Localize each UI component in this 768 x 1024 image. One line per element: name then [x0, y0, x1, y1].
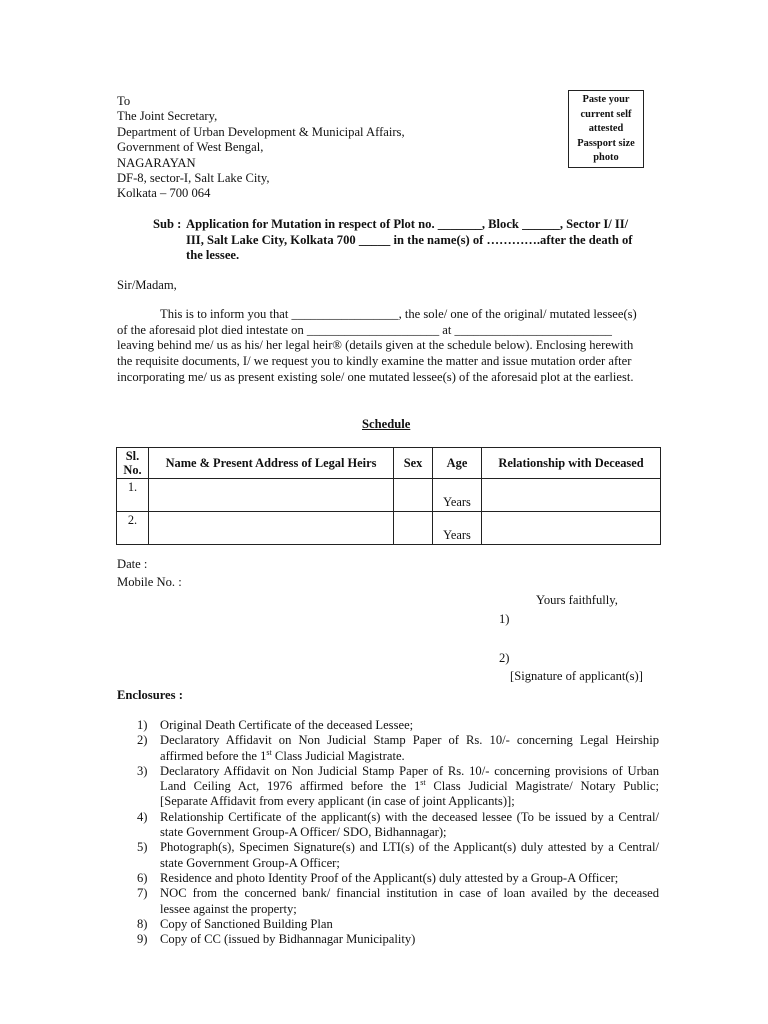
enclosure-line: Copy of Sanctioned Building Plan — [160, 916, 333, 931]
enclosure-text — [160, 733, 659, 764]
cell-relationship[interactable] — [482, 512, 661, 545]
recipient-address — [117, 94, 405, 202]
enclosure-line: state Government Group-A Officer/ SDO, Bidhannagar); — [160, 825, 447, 840]
body-line: the requisite documents, I/ we request you to kindly examine the matter and issue mutation order after — [117, 354, 632, 369]
list-item — [137, 718, 659, 733]
enclosure-number: 1) — [137, 718, 148, 732]
enclosure-line: Declaratory Affidavit on Non Judicial Stamp Paper of Rs. 10/- concerning provisions of Urban — [160, 763, 659, 778]
address-line: NAGARAYAN — [117, 155, 196, 170]
enclosure-line: [Separate Affidavit from every applicant (in case of joint Applicants)]; — [160, 794, 515, 809]
enclosure-number: 6) — [137, 870, 148, 885]
subject-line: the lessee. — [186, 248, 240, 262]
list-item — [137, 810, 659, 841]
cell-relationship[interactable] — [482, 479, 661, 512]
enclosure-line: Copy of CC (issued by Bidhannagar Municipality) — [160, 932, 416, 947]
enclosure-text — [160, 871, 659, 886]
signature-1-label: 1) — [499, 612, 510, 626]
list-item — [137, 733, 659, 764]
address-line: The Joint Secretary, — [117, 109, 218, 124]
enclosure-number: 3) — [137, 763, 148, 778]
enclosure-text — [160, 917, 659, 932]
cell-sl-no: 1. — [117, 479, 149, 512]
header-name-address: Name & Present Address of Legal Heirs — [149, 448, 394, 479]
address-line: Department of Urban Development & Municipal Affairs, — [117, 124, 405, 139]
enclosure-line: Declaratory Affidavit on Non Judicial Stamp Paper of Rs. 10/- concerning Legal Heirship — [160, 733, 659, 748]
salutation: Sir/Madam, — [117, 278, 177, 292]
body-line: This is to inform you that _________________, the sole/ one of the original/ mutated lessee(s) — [160, 307, 637, 321]
list-item — [137, 840, 659, 871]
cell-name-address[interactable] — [149, 512, 394, 545]
signature-2-label: 2) — [499, 651, 510, 665]
cell-age[interactable] — [433, 479, 482, 512]
photo-placeholder-box — [568, 90, 644, 168]
age-unit: Years — [443, 528, 471, 542]
body-line: incorporating me/ us as present existing sole/ one mutated lessee(s) of the aforesaid plot at the earliest. — [117, 369, 634, 384]
schedule-title: Schedule — [362, 417, 411, 431]
schedule-table — [116, 447, 661, 545]
enclosure-line: affirmed before the 1st Class Judicial Magistrate. — [160, 747, 405, 763]
enclosure-text — [160, 886, 659, 917]
enclosure-line: lessee against the property; — [160, 901, 297, 916]
subject-line: III, Salt Lake City, Kolkata 700 _____ in the name(s) of ………….after the death of — [186, 232, 633, 247]
list-item — [137, 917, 659, 932]
enclosure-line: Relationship Certificate of the applicant(s) with the deceased lessee (To be issued by a Central/ — [160, 809, 659, 824]
subject-text — [186, 217, 662, 264]
address-line: DF-8, sector-I, Salt Lake City, — [117, 171, 270, 186]
table-row — [117, 512, 661, 545]
table-row — [117, 479, 661, 512]
address-line: Government of West Bengal, — [117, 140, 264, 155]
photo-box-line: Paste your — [582, 94, 630, 105]
cell-sex[interactable] — [394, 512, 433, 545]
enclosure-number: 9) — [137, 932, 148, 947]
enclosure-number: 2) — [137, 733, 148, 748]
body-paragraph — [117, 307, 659, 386]
body-line: leaving behind me/ us as his/ her legal heir® (details given at the schedule below). Enclosing herewith — [117, 338, 634, 353]
list-item — [137, 932, 659, 947]
header-sex: Sex — [394, 448, 433, 479]
list-item — [137, 886, 659, 917]
enclosures-list — [137, 718, 659, 947]
enclosure-text — [160, 718, 659, 733]
address-line: Kolkata – 700 064 — [117, 186, 211, 201]
photo-box-line: Passport size — [577, 137, 635, 149]
enclosure-number: 4) — [137, 809, 148, 824]
enclosure-line: Land Ceiling Act, 1976 affirmed before the 1st Class Judicial Magistrate/ Notary Public; — [160, 778, 659, 794]
age-unit: Years — [443, 495, 471, 509]
enclosure-line: Original Death Certificate of the deceased Lessee; — [160, 718, 414, 732]
address-line: To — [117, 94, 131, 108]
enclosure-line: NOC from the concerned bank/ financial institution in case of loan availed by the deceased — [160, 886, 659, 901]
date-label: Date : — [117, 557, 148, 571]
enclosure-line: state Government Group-A Officer; — [160, 855, 340, 870]
enclosure-line: Photograph(s), Specimen Signature(s) and LTI(s) of the Applicant(s) duly attested by a Central/ — [160, 840, 659, 855]
list-item — [137, 764, 659, 810]
header-sl-no: Sl. No. — [117, 448, 149, 479]
subject-label: Sub : — [153, 217, 182, 231]
cell-age[interactable] — [433, 512, 482, 545]
photo-box-line: photo — [593, 152, 619, 164]
enclosure-line: Residence and photo Identity Proof of the Applicant(s) duly attested by a Group-A Officer; — [160, 870, 619, 885]
cell-name-address[interactable] — [149, 479, 394, 512]
header-age: Age — [433, 448, 482, 479]
subject-line: Application for Mutation in respect of Plot no. _______, Block ______, Sector I/ II/ — [186, 217, 629, 231]
enclosures-title: Enclosures : — [117, 688, 183, 702]
enclosure-text — [160, 932, 659, 947]
list-item — [137, 871, 659, 886]
enclosure-number: 7) — [137, 886, 148, 901]
enclosure-text — [160, 810, 659, 841]
photo-box-line: attested — [588, 123, 624, 135]
enclosure-text — [160, 840, 659, 871]
enclosure-number: 8) — [137, 916, 148, 931]
mobile-label: Mobile No. : — [117, 575, 182, 589]
yours-faithfully: Yours faithfully, — [536, 593, 618, 607]
photo-box-line: current self — [580, 108, 632, 120]
body-line: of the aforesaid plot died intestate on _____________________ at _________________________ — [117, 322, 612, 337]
schedule-header-row — [117, 448, 661, 479]
cell-sex[interactable] — [394, 479, 433, 512]
signature-caption: [Signature of applicant(s)] — [510, 669, 643, 683]
header-relationship: Relationship with Deceased — [482, 448, 661, 479]
enclosure-text — [160, 764, 659, 810]
enclosure-number: 5) — [137, 840, 148, 855]
cell-sl-no: 2. — [117, 512, 149, 545]
